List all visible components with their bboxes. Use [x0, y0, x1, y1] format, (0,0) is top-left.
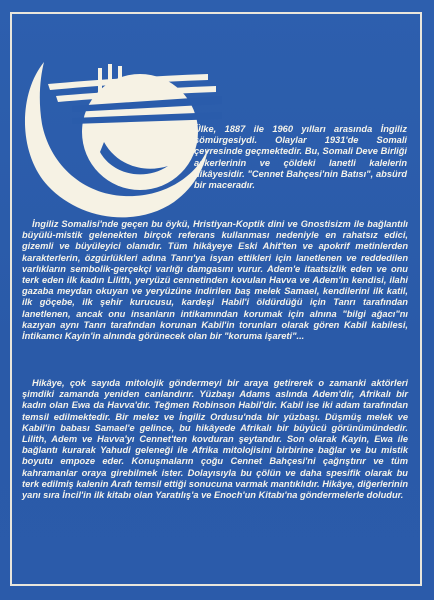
description-paragraph-1: [22, 219, 408, 342]
intro-paragraph: [194, 124, 407, 191]
intro-text: Ülke, 1887 ile 1960 yılları arasında İngiliz sömürgesiydi. Olaylar 1931'de Somali çevresinde geçmektedir. Bu, Somali Deve Birliği askerlerinin ve çöldeki lanetli kalelerin hikâyesidir. "Cennet Bahçesi'nin Batısı", absürd bir maceradır.: [194, 124, 407, 191]
paragraph-1-text: İngiliz Somalisi'nde geçen bu öykü, Hristiyan-Koptik dini ve Gnostisizm ile bağlantılı büyülü-mistik gelenekten birçok referans kullanması nedeniyle en rahatsız edici, gizemli ve büyüleyici olanıdır. Tüm hikâyeye Eski Ahit'ten ve apokrif metinlerden karakterlerin, özgürlükleri adına Tanrı'ya isyan ettikleri için lanetlenen ve reddedilen varlıkların sembolik-gerçekçi varlığı damgasını vurur. Adem'e itaatsizlik eden ve onu terk eden ilk kadın Lilith, yeryüzü cennetinden kovulan Havva ve Adem'in kendisi, ilahi gazaba meydan okuyan ve yeryüzüne indirilen baş melek Samael, kendilerini ilk katil, ilk göçebe, ilk şehir kurucusu, kardeşi Habil'i öldürdüğü için Tanrı tarafından lanetlenen, ancak onu insanların intikamından korumak için alnına "bilgi ağacı"nı kazıyan aynı Tanrı tarafından korunan Kabil'in torunları olarak gören Kabil kabilesi, İntikamcı Kayin'in alnında görünecek olan bir "koruma işareti"...: [22, 219, 408, 342]
paragraph-2-text: Hikâye, çok sayıda mitolojik göndermeyi bir araya getirerek o zamanki aktörleri şimdiki zamanda yeniden canlandırır. Yüzbaşı Adams aslında Adem'dir, Afrikalı bir kadın olan Ewa da Havva'dır. Teğmen Robinson Habil'dir. Kabil ise iki adam tarafından temsil edilmektedir. Bir melez ve İngiliz Ordusu'nda bir yüzbaşı. Düşmüş melek ve Kabil'in babası Samael'e gelince, bu hikâyede Afrikalı bir büyücü görünümündedir. Lilith, Adem ve Havva'yı Cennet'ten kovduran şeytandır. Son olarak Kayin, Ewa ile bağlantı kurarak Yahudi geleneği ile Afrika mitolojisini birbirine bağlar ve bu mistik boyutu empoze eder. Konuşmaların çoğu Cennet Bahçesi'ni çağrıştırır ve tüm kahramanlar oraya girebilmek ister. Dolayısıyla bu çölün ve daha spesifik olarak bu terk edilmiş kalenin Arafı temsil ettiği sonucuna varmak mantıklıdır. Hikâye, diğerlerinin yanı sıra İncil'in ilk kitabı olan Yaratılış'a ve Enoch'un Kitabı'na göndermelerle doludur.: [22, 378, 408, 501]
description-paragraph-2: [22, 378, 408, 501]
